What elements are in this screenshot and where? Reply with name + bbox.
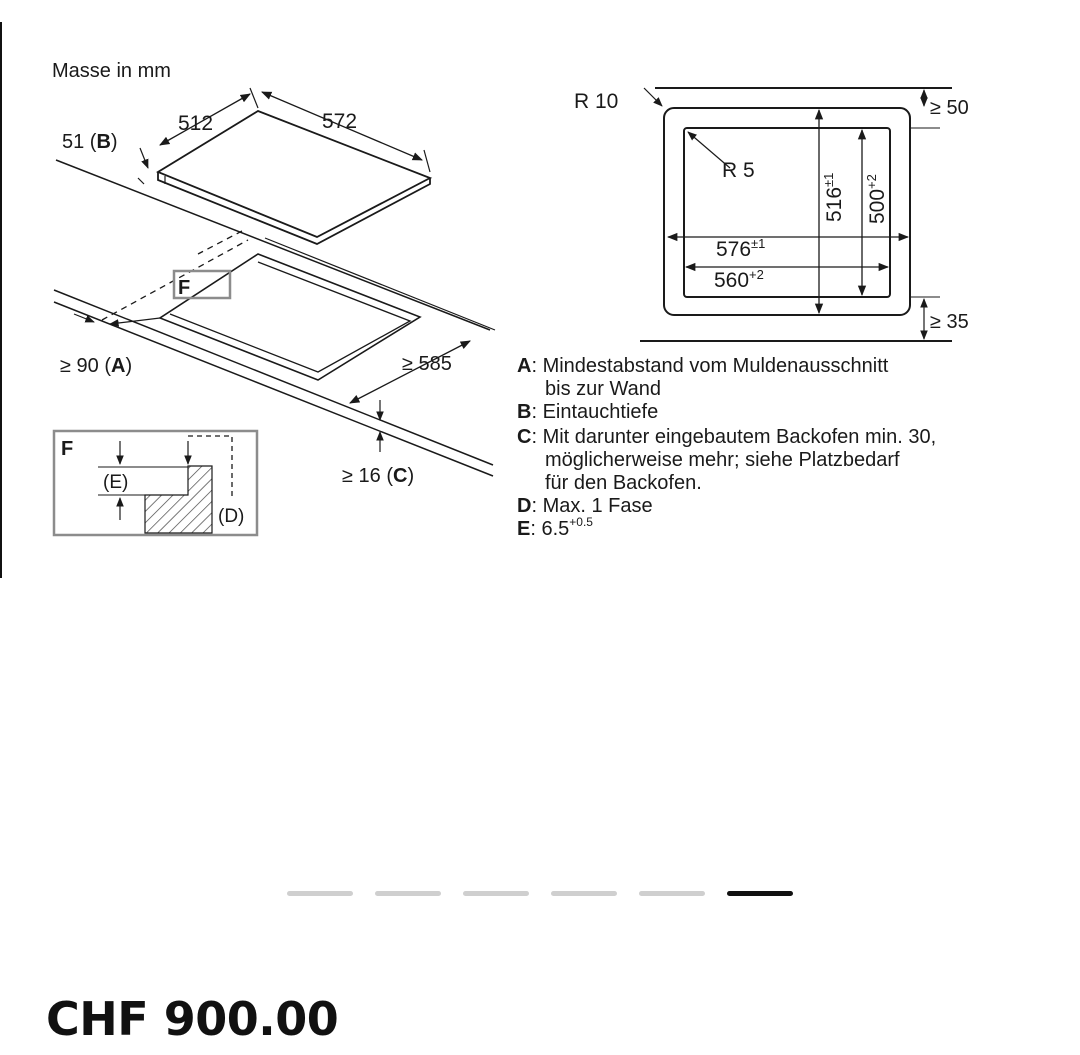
carousel-dot-3[interactable] [463,891,529,896]
outer-radius-label: R 10 [574,90,619,113]
hob-width-label: 572 [322,110,358,133]
units-label: Masse in mm [52,60,171,82]
bottom-clearance-label: ≥ 35 [930,311,969,333]
legend-item-c-cont-2: für den Backofen. [545,472,702,494]
legend-item-d: D: Max. 1 Fase [517,495,653,517]
legend-item-e: E: $6.5^{+0.5}$ [517,515,593,540]
legend-item-c: C: Mit darunter eingebautem Backofen min. 30, [517,426,937,448]
legend-item-a: A: Mindestabstand vom Muldenausschnitt [517,355,889,377]
product-price: CHF 900.00 [46,992,339,1046]
worktop-depth-label: ≥ 585 [402,353,452,375]
outer-depth-label: $516^{\pm 1}$ [821,172,846,222]
inner-radius-label: R 5 [722,159,755,182]
carousel-dot-6[interactable] [727,891,793,896]
legend-item-a-cont: bis zur Wand [545,378,661,400]
detail-f-label: F [61,438,74,460]
carousel-dot-1[interactable] [287,891,353,896]
detail-d-label: (D) [218,506,245,527]
hob-depth-label: 512 [178,112,214,135]
detail-f-marker-label: F [178,277,191,299]
outer-width-label: $576^{\pm 1}$ [716,236,766,261]
immersion-depth-label: 51 (B) [62,131,118,153]
detail-e-label: (E) [103,472,129,493]
inner-width-label: $560^{+2}$ [714,267,764,292]
legend [517,355,936,540]
carousel-dot-2[interactable] [375,891,441,896]
top-clearance-label: ≥ 50 [930,97,969,119]
cutout-plan-view [640,88,952,341]
legend-item-b: B: Eintauchtiefe [517,401,659,423]
carousel-dot-5[interactable] [639,891,705,896]
wall-distance-label: ≥ 90 (A) [60,355,133,377]
legend-item-c-cont-1: möglicherweise mehr; siehe Platzbedarf [545,449,900,471]
worktop-thickness-label: ≥ 16 (C) [342,465,415,487]
carousel-dot-4[interactable] [551,891,617,896]
inner-depth-label: $500^{+2}$ [864,174,889,224]
hob-illustration [56,111,490,330]
image-carousel-indicator [287,891,793,896]
